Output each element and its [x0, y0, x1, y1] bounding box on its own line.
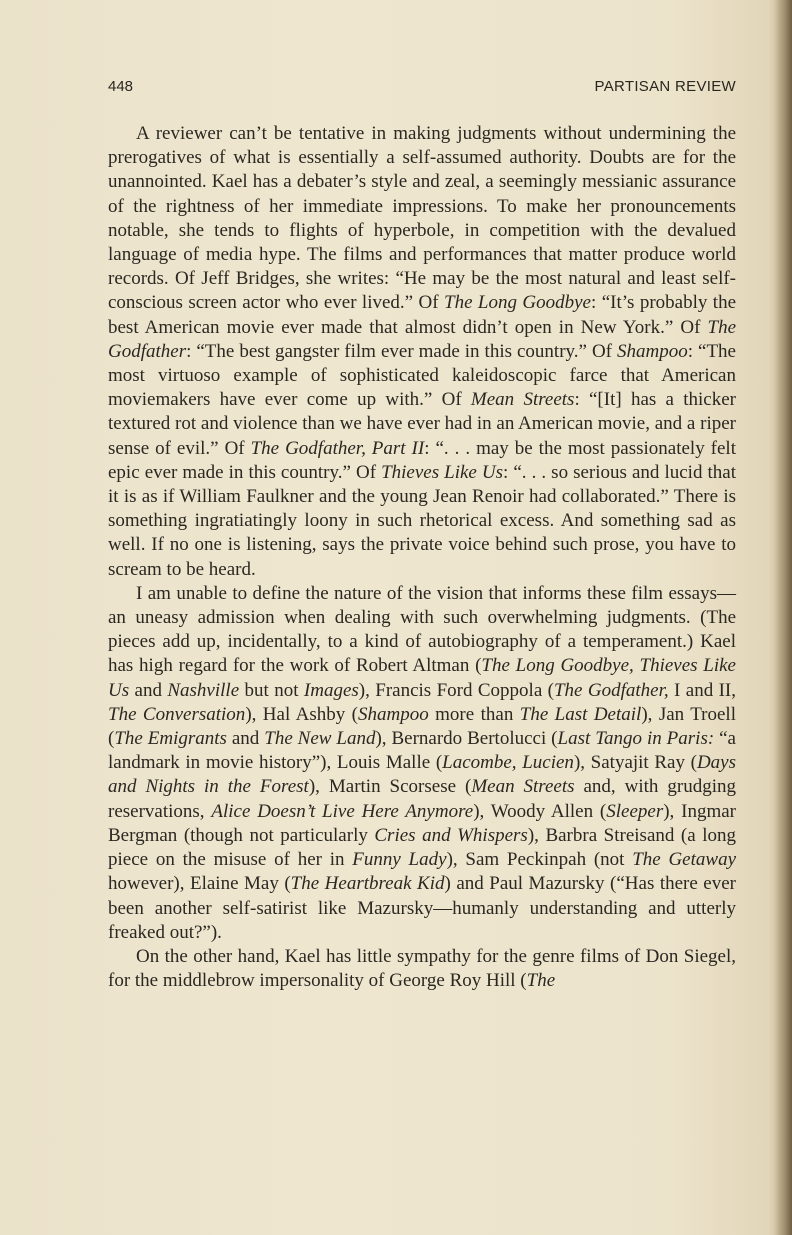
paragraph — [108, 122, 736, 582]
text-run: I and II, — [668, 679, 736, 701]
text-run: however), Elaine May ( — [108, 873, 291, 895]
italic-title: Mean Streets — [470, 389, 575, 411]
text-run: ), Hal Ashby ( — [245, 703, 358, 725]
text-run: : “. . . may be the most passionately felt epic ever made in this country.” Of — [108, 437, 736, 483]
italic-title: Last Tango in Paris: — [557, 728, 715, 750]
italic-title: The Conversation — [108, 703, 246, 725]
italic-title: The Emigrants — [114, 728, 227, 750]
italic-title: The Getaway — [632, 849, 737, 871]
body-text — [108, 122, 736, 993]
italic-title: The Heartbreak Kid — [290, 873, 445, 895]
text-run: ), Sam Peckinpah (not — [446, 849, 633, 871]
italic-title: Sleeper — [606, 800, 664, 822]
text-run: and, with grudging reservations, — [108, 776, 736, 822]
italic-title: Shampoo — [357, 703, 429, 725]
text-run: ), Woody Allen ( — [473, 800, 607, 822]
text-run: : “[It] has a thicker textured rot and violence than we have ever had in an American movie, and a riper sense of evil.” Of — [108, 389, 736, 459]
paragraph — [108, 582, 736, 945]
binding-shadow — [774, 0, 792, 1235]
text-run: ), Bernardo Bertolucci ( — [375, 728, 558, 750]
italic-title: Lacombe, Lucien — [442, 752, 574, 774]
text-run: ), Martin Scorsese ( — [308, 776, 472, 798]
text-run: : “It’s probably the best American movie ever made that almost didn’t open in New York.” Of — [108, 292, 736, 338]
italic-title: Mean Streets — [471, 776, 575, 798]
italic-title: The Long Goodbye — [444, 292, 591, 314]
page-header — [108, 78, 736, 102]
italic-title: The New Land — [264, 728, 376, 750]
italic-title: Cries and Whispers — [374, 824, 528, 846]
italic-title: Funny Lady — [352, 849, 447, 871]
text-run: ), Barbra Streisand (a long piece on the misuse of her in — [108, 824, 736, 871]
italic-title: Shampoo — [617, 340, 688, 362]
italic-title: The Last Detail — [519, 703, 642, 725]
italic-title: Days and Nights in the Forest — [108, 752, 737, 798]
text-run: : “The best gangster film ever made in this country.” Of — [186, 340, 618, 362]
text-run: A reviewer can’t be tentative in making judgments without undermining the prerogatives of what is essentially a self-assumed authority. Doubts are for the unannointed. Kael has a debater’s style and zeal, a seemingly messianic assurance of the rightness of her immediate impressions. To make her pronouncements notable, she tends to flights of hyperbole, in competition with the devalued language of media hype. The films and performances that matter produce world records. Of Jeff Bridges, she writes: “He may be the most natural and least self-conscious screen actor who ever lived.” Of — [108, 123, 736, 314]
italic-title: The Godfather — [108, 316, 736, 362]
italic-title: The — [526, 970, 556, 992]
italic-title: Nashville — [167, 679, 240, 701]
text-run: more than — [428, 703, 520, 725]
running-title: PARTISAN REVIEW — [594, 78, 736, 95]
text-run: ), Jan Troell ( — [108, 703, 736, 750]
text-run: ) and Paul Mazursky (“Has there ever been another self-satirist like Mazursky—humanly understanding and utterly freaked out?”). — [108, 873, 736, 943]
text-run: I am unable to define the nature of the vision that informs these film essays—an uneasy admission when dealing with such overwhelming judgments. (The pieces add up, incidentally, to a kind of autobiography of a temperament.) Kael has high regard for the work of Robert Altman ( — [108, 582, 736, 677]
italic-title: Alice Doesn’t Live Here Anymore — [211, 800, 474, 822]
text-run: “a landmark in movie history”), Louis Malle ( — [108, 728, 736, 774]
text-run: ), Satyajit Ray ( — [573, 752, 697, 774]
text-run: : “The most virtuoso example of sophisticated kaleidoscopic farce that American moviemakers have ever come up with.” Of — [108, 340, 736, 411]
paragraph — [108, 945, 736, 993]
page-number: 448 — [108, 78, 134, 95]
text-run: ), Francis Ford Coppola ( — [358, 679, 554, 701]
text-run: ), Ingmar Bergman (though not particularly — [108, 800, 736, 846]
text-run: and — [226, 728, 265, 750]
text-run: On the other hand, Kael has little sympathy for the genre films of Don Siegel, for the middlebrow impersonality of George Roy Hill ( — [108, 945, 736, 992]
text-run: : “. . . so serious and lucid that it is as if William Faulkner and the young Jean Renoir had collaborated.” There is something ingratiatingly loony in such rhetorical excess. And something sad as well. If no one is listening, says the private voice behind such prose, you have to scream to be heard. — [108, 461, 736, 580]
italic-title: The Long Goodbye, Thieves Like Us — [108, 655, 736, 701]
italic-title: The Godfather, — [553, 679, 669, 701]
text-run: but not — [239, 679, 304, 701]
italic-title: The Godfather, Part II — [250, 437, 425, 459]
italic-title: Thieves Like Us — [381, 461, 504, 483]
italic-title: Images — [303, 679, 359, 701]
text-run: and — [129, 679, 168, 701]
